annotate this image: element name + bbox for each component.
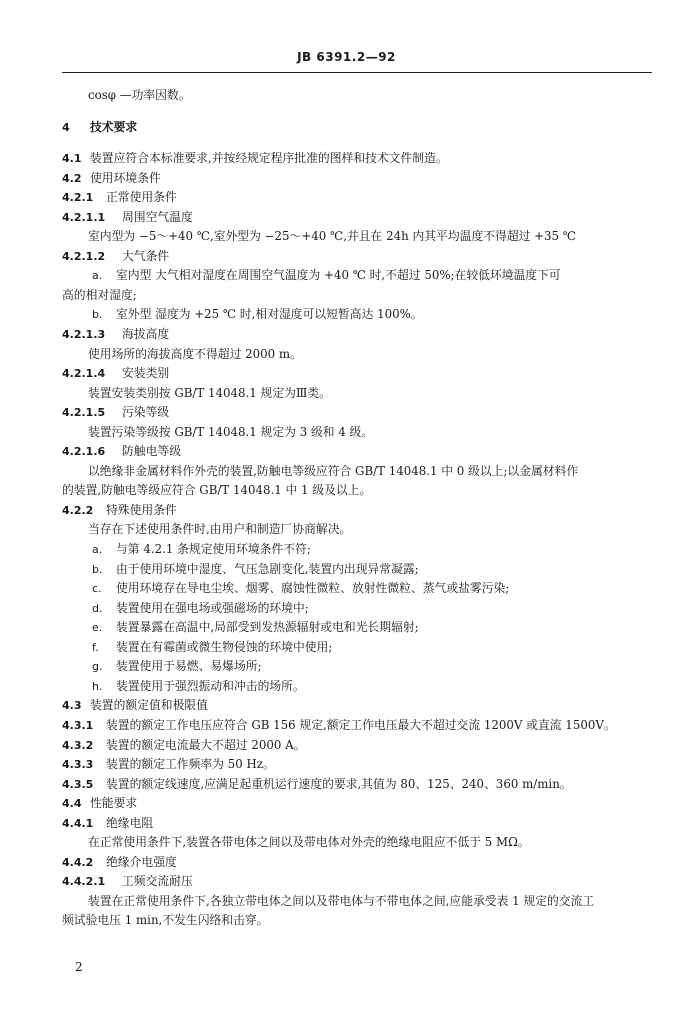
list-item: b. 室外型 湿度为 +25 ℃ 时,相对湿度可以短暂高达 100%。: [92, 307, 423, 322]
clause-line: 4.3.2 装置的额定电流最大不超过 2000 A。: [62, 737, 306, 752]
standard-code-header: JB 6391.2—92: [297, 50, 396, 64]
clause-line: 4.2.1.6 防触电等级: [62, 444, 181, 459]
clause-line: 4.2.2 特殊使用条件: [62, 502, 177, 517]
text-line: 的装置,防触电等级应符合 GB/T 14048.1 中 1 级及以上。: [62, 483, 372, 498]
clause-line: 4.4.2 绝缘介电强度: [62, 854, 177, 869]
clause-line: 4.4.2.1 工频交流耐压: [62, 874, 193, 889]
clause-line: 4.4 性能要求: [62, 796, 138, 811]
clause-line: 4.3.5 装置的额定线速度,应满足起重机运行速度的要求,其值为 80、125、240、360 m/min。: [62, 776, 572, 791]
text-line: 在正常使用条件下,装置各带电体之间以及带电体对外壳的绝缘电阻应不低于 5 MΩ。: [88, 835, 530, 850]
text-line: 频试验电压 1 min,不发生闪络和击穿。: [62, 913, 269, 928]
text-line: cosφ —功率因数。: [88, 88, 191, 102]
list-item: h. 装置使用于强烈振动和冲击的场所。: [92, 678, 305, 693]
clause-line: 4.4.1 绝缘电阻: [62, 815, 154, 830]
list-item: d. 装置使用在强电场或强磁场的环境中;: [92, 600, 309, 615]
list-item: a. 与第 4.2.1 条规定使用环境条件不符;: [92, 542, 311, 557]
list-item: a. 室内型 大气相对湿度在周围空气温度为 +40 ℃ 时,不超过 50%;在较低环境温度下可: [92, 268, 561, 283]
list-item: g. 装置使用于易燃、易爆场所;: [92, 659, 262, 674]
clause-line: 4.2.1.3 海拔高度: [62, 327, 170, 342]
text-line: 装置安装类别按 GB/T 14048.1 规定为Ⅲ类。: [88, 385, 331, 400]
section-heading: 4 技术要求: [62, 119, 138, 134]
clause-line: 4.2.1.4 安装类别: [62, 366, 170, 381]
list-item: f. 装置在有霉菌或微生物侵蚀的环境中使用;: [92, 639, 333, 654]
document-body: [62, 86, 658, 931]
list-item: e. 装置暴露在高温中,局部受到发热源辐射或电和光长期辐射;: [92, 620, 419, 635]
clause-line: 4.2.1 正常使用条件: [62, 190, 177, 205]
clause-line: 4.1 装置应符合本标准要求,并按经规定程序批准的图样和技术文件制造。: [62, 151, 448, 166]
list-item: c. 使用环境存在导电尘埃、烟雾、腐蚀性微粒、放射性微粒、蒸气或盐雾污染;: [92, 581, 510, 596]
clause-line: 4.2.1.2 大气条件: [62, 248, 170, 263]
list-item: b. 由于使用环境中湿度、气压急剧变化,装置内出现异常凝露;: [92, 561, 419, 576]
clause-line: 4.3.1 装置的额定工作电压应符合 GB 156 规定,额定工作电压最大不超过交流 1200V 或直流 1500V。: [62, 717, 616, 732]
header-rule: [62, 72, 652, 73]
clause-line: 4.2.1.1 周围空气温度: [62, 209, 193, 224]
page-number: 2: [75, 960, 83, 974]
text-line: 高的相对湿度;: [62, 287, 137, 302]
clause-line: 4.3 装置的额定值和极限值: [62, 698, 208, 713]
text-line: 室内型为 −5～+40 ℃,室外型为 −25～+40 ℃,并且在 24h 内其平均温度不得超过 +35 ℃: [88, 229, 576, 244]
text-line: 以绝缘非金属材料作外壳的装置,防触电等级应符合 GB/T 14048.1 中 0 级以上;以金属材料作: [88, 463, 579, 478]
text-line: 当存在下述使用条件时,由用户和制造厂协商解决。: [88, 522, 352, 537]
clause-line: 4.3.3 装置的额定工作频率为 50 Hz。: [62, 757, 275, 772]
text-line: 装置污染等级按 GB/T 14048.1 规定为 3 级和 4 级。: [88, 424, 374, 439]
text-line: 装置在正常使用条件下,各独立带电体之间以及带电体与不带电体之间,应能承受表 1 规定的交流工: [88, 893, 595, 908]
clause-line: 4.2 使用环境条件: [62, 170, 161, 185]
text-line: 使用场所的海拔高度不得超过 2000 m。: [88, 346, 302, 361]
clause-line: 4.2.1.5 污染等级: [62, 405, 170, 420]
